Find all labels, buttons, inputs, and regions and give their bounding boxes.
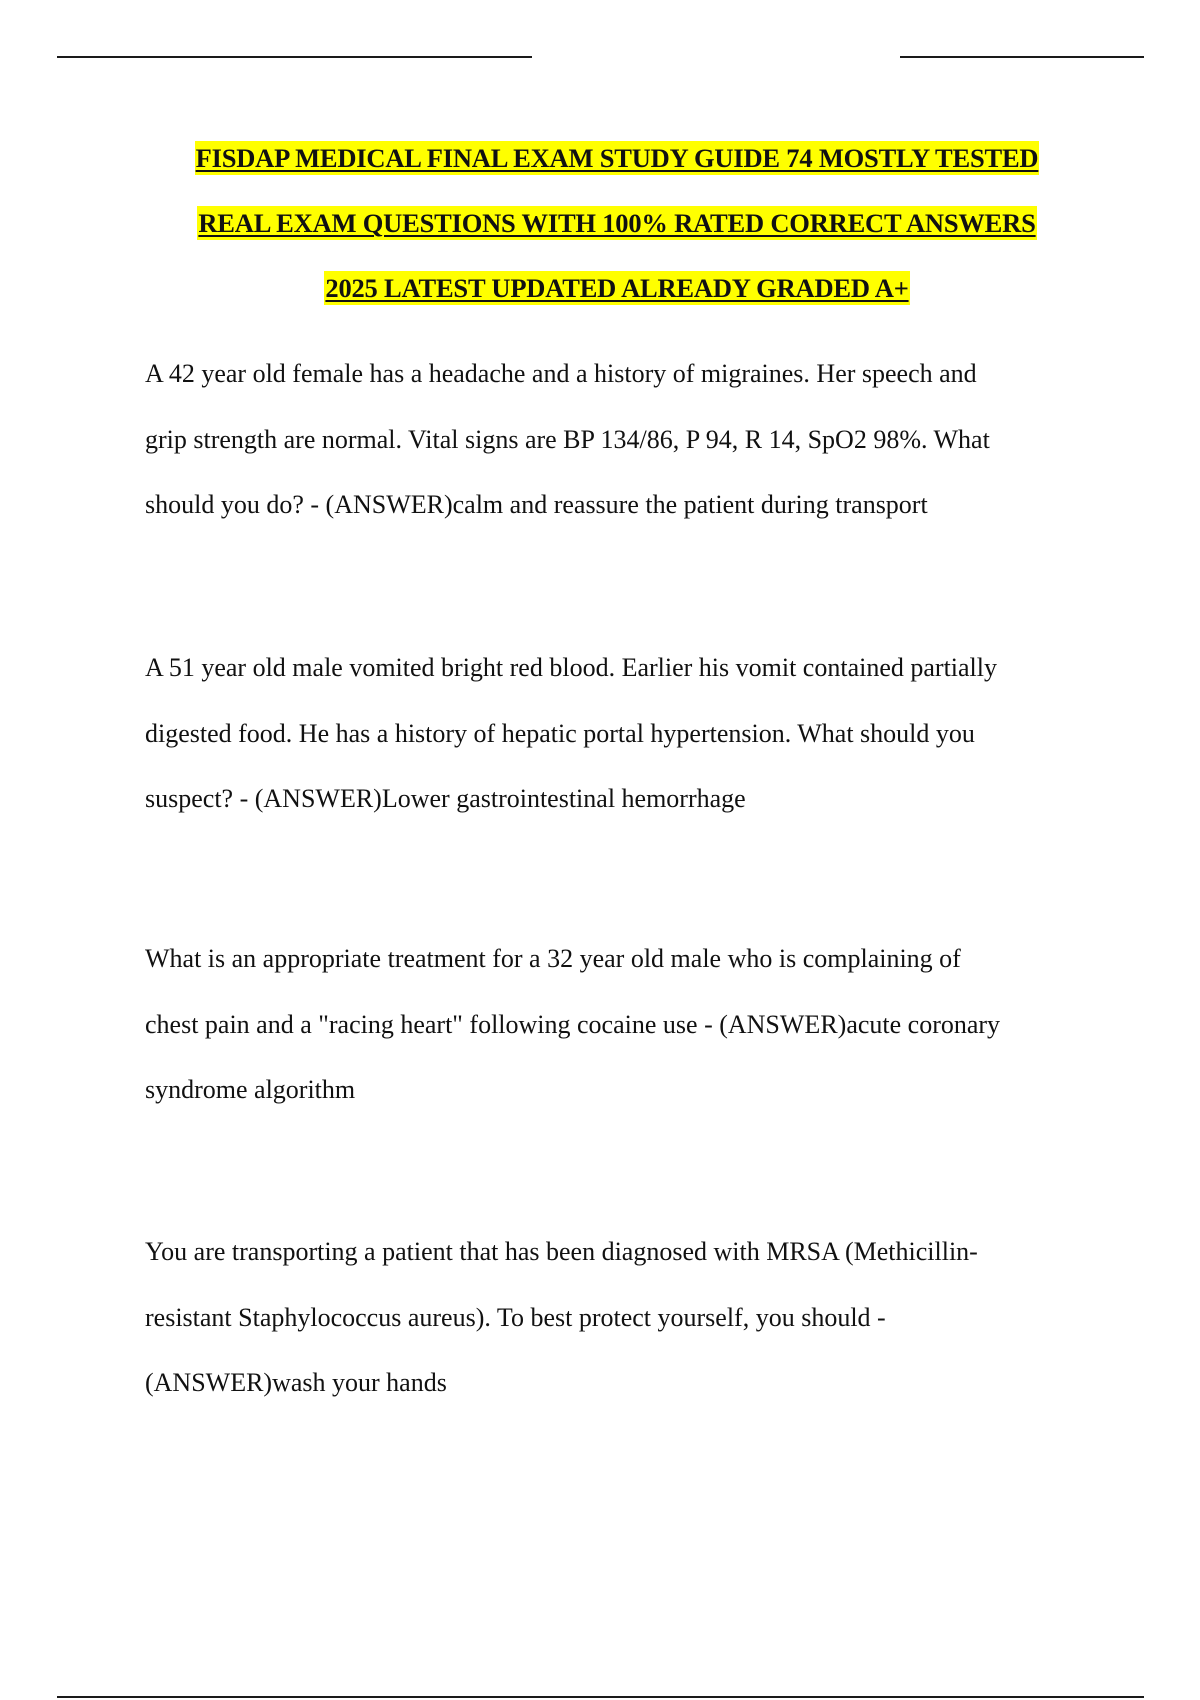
question-4-line-2: resistant Staphylococcus aureus). To best protect yourself, you should - [145, 1302, 886, 1332]
question-3-line-3: syndrome algorithm [145, 1075, 356, 1104]
question-3-line-2: chest pain and a "racing heart" following cocaine use - (ANSWER)acute coronary [145, 1009, 1001, 1039]
question-item-3 [145, 926, 1145, 1123]
header-rule-right [900, 56, 1144, 58]
question-2-line-2: digested food. He has a history of hepatic portal hypertension. What should you [145, 718, 975, 748]
question-4-line-1: You are transporting a patient that has been diagnosed with MRSA (Methicillin- [145, 1237, 978, 1266]
title-line-2-text: REAL EXAM QUESTIONS WITH 100% RATED CORRECT ANSWERS [198, 208, 1036, 238]
title-line-1-text: FISDAP MEDICAL FINAL EXAM STUDY GUIDE 74 MOSTLY TESTED [195, 143, 1039, 173]
title-line-1 [0, 138, 1200, 203]
question-1-line-1: A 42 year old female has a headache and a history of migraines. Her speech and [145, 359, 977, 388]
question-1-line-3: should you do? - (ANSWER)calm and reassure the patient during transport [145, 490, 928, 519]
question-2-line-3: suspect? - (ANSWER)Lower gastrointestinal hemorrhage [145, 784, 746, 813]
title-line-3 [0, 268, 1200, 333]
title-line-3-text: 2025 LATEST UPDATED ALREADY GRADED A+ [325, 273, 909, 303]
question-1-line-2: grip strength are normal. Vital signs are BP 134/86, P 94, R 14, SpO2 98%. What [145, 424, 990, 454]
header-rule-left [57, 56, 532, 58]
document-title [0, 138, 1200, 333]
question-item-4 [145, 1219, 1145, 1416]
question-item-1 [145, 341, 1145, 538]
title-line-2 [0, 203, 1200, 268]
question-2-line-1: A 51 year old male vomited bright red blood. Earlier his vomit contained partially [145, 653, 998, 682]
question-4-line-3: (ANSWER)wash your hands [145, 1368, 447, 1397]
question-item-2 [145, 635, 1145, 832]
question-3-line-1: What is an appropriate treatment for a 32 year old male who is complaining of [145, 944, 961, 973]
footer-rule [57, 1696, 1144, 1698]
